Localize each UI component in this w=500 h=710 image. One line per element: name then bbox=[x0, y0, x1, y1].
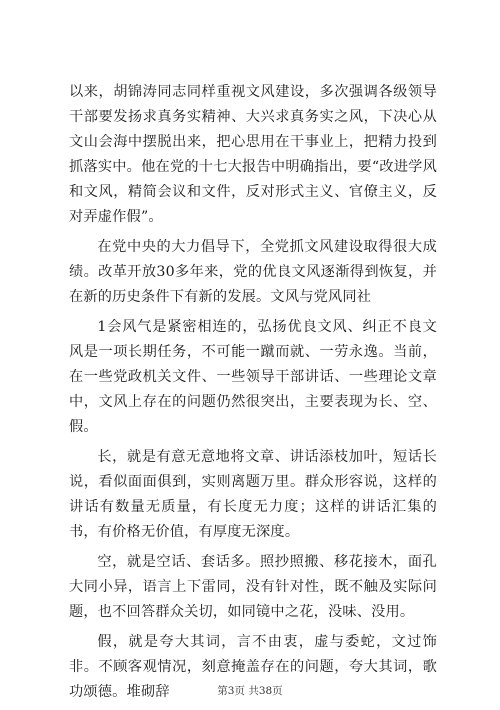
paragraph: 在党中央的大力倡导下，全党抓文风建设取得很大成绩。改革开放30多年来，党的优良文风逐渐得到恢复，并在新的历史条件下有新的发展。文风与党风同社 bbox=[69, 239, 437, 305]
paragraph: 假，就是夸大其词，言不由衷，虚与委蛇，文过饰非。不顾客观情况，刻意掩盖存在的问题，夸大其词，歌功颂德。堆砌辞 bbox=[69, 634, 437, 700]
paragraph: 长，就是有意无意地将文章、讲话添枝加叶，短话长说，看似面面俱到，实则离题万里。群众形容说，这样的讲话有数量无质量，有长度无力度；这样的讲话汇集的书，有价格无价值，有厚度无深度。 bbox=[69, 449, 437, 540]
page-footer: 第3页 共38页 bbox=[217, 685, 283, 697]
paragraph: 1会风气是紧密相连的，弘扬优良文风、纠正不良文风是一项长期任务，不可能一蹴而就、一劳永逸。当前，在一些党政机关文件、一些领导干部讲话、一些理论文章中，文风上存在的问题仍然很突出，主要表现为长、空、假。 bbox=[69, 319, 437, 435]
paragraph: 空，就是空话、套话多。照抄照搬、移花接木，面孔大同小异，语言上下雷同，没有针对性，既不触及实际问题，也不回答群众关切，如同镜中之花，没味、没用。 bbox=[69, 554, 437, 620]
document-body bbox=[69, 80, 437, 710]
paragraph: 以来，胡锦涛同志同样重视文风建设，多次强调各级领导干部要发扬求真务实精神、大兴求真务实之风，下决心从文山会海中摆脱出来，把心思用在干事业上，把精力投到抓落实中。他在党的十七大报告中明确指出，要“改进学风和文风，精简会议和文件，反对形式主义、官僚主义，反对弄虚作假”。 bbox=[69, 84, 437, 225]
